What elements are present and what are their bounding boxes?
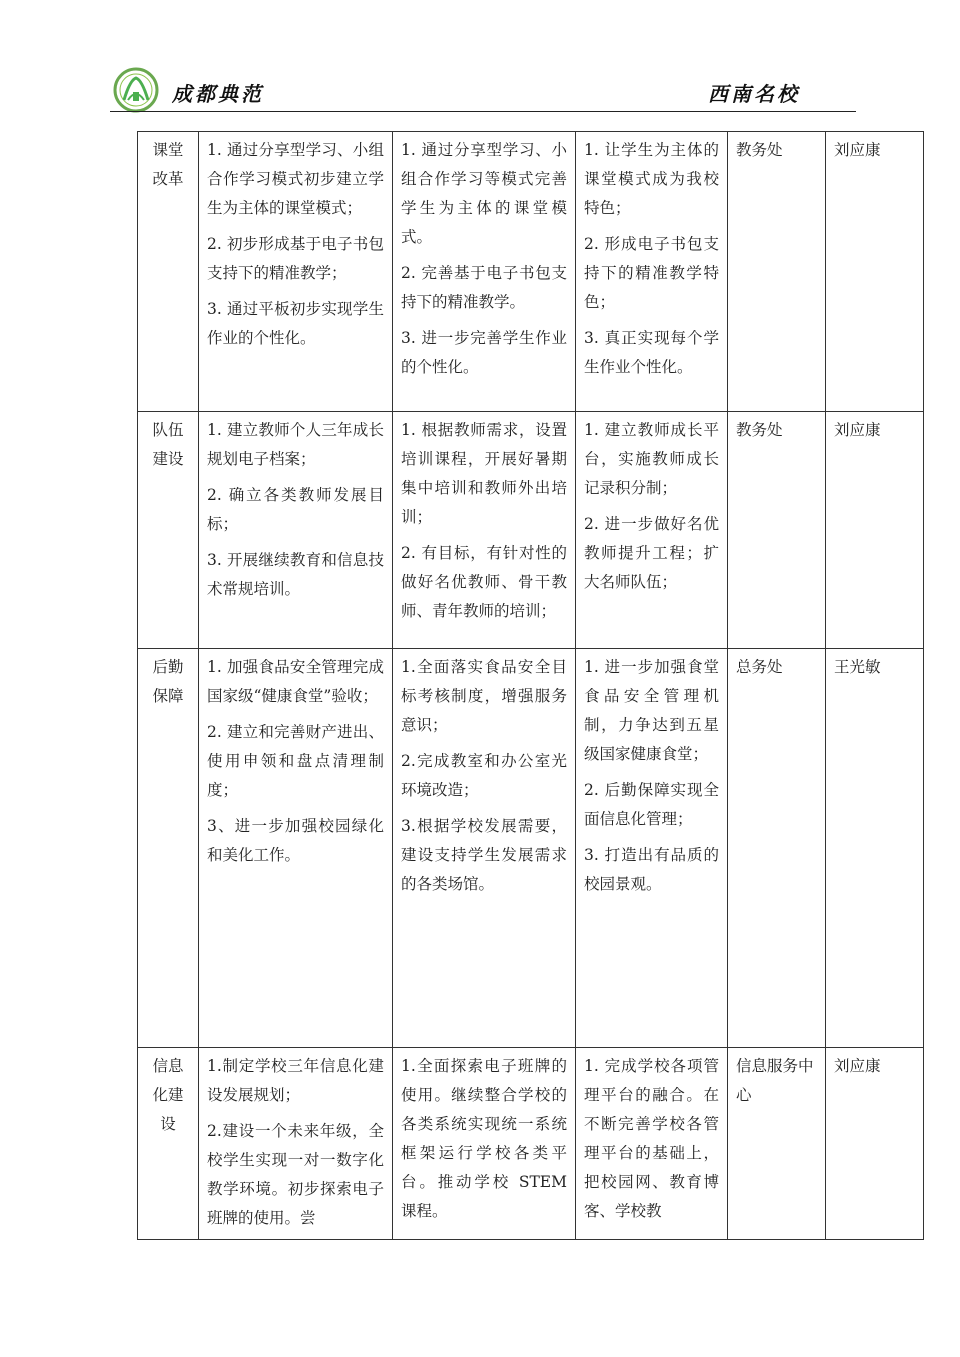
area-cell: 队伍 建设	[138, 412, 199, 649]
year3-goals-cell	[576, 412, 728, 649]
year2-goals-cell	[393, 1048, 576, 1240]
year2-goals-cell	[393, 132, 576, 412]
person-in-charge-cell: 刘应康	[826, 412, 924, 649]
goal-item: 1.制定学校三年信息化建设发展规划；	[207, 1057, 384, 1104]
table-row	[138, 412, 924, 649]
table-row	[138, 132, 924, 412]
person-in-charge-cell: 刘应康	[826, 132, 924, 412]
year2-goals-cell	[393, 649, 576, 1048]
goal-item: 1. 让学生为主体的课堂模式成为我校特色；	[584, 141, 719, 217]
goal-item: 3. 真正实现每个学生作业个性化。	[584, 329, 719, 376]
development-plan-table	[137, 131, 924, 1240]
area-cell: 后勤 保障	[138, 649, 199, 1048]
goal-item: 2. 后勤保障实现全面信息化管理；	[584, 781, 719, 828]
year2-goals-cell	[393, 412, 576, 649]
goal-item: 2. 进一步做好名优教师提升工程；扩大名师队伍；	[584, 515, 719, 591]
goal-item: 1. 进一步加强食堂食品安全管理机制，力争达到五星级国家健康食堂；	[584, 658, 719, 763]
goal-item: 3.根据学校发展需要，建设支持学生发展需求的各类场馆。	[401, 817, 567, 893]
page-header	[110, 66, 856, 114]
area-cell: 信息 化建 设	[138, 1048, 199, 1240]
header-divider	[110, 111, 856, 112]
goal-item: 2. 确立各类教师发展目标；	[207, 486, 384, 533]
year3-goals-cell	[576, 1048, 728, 1240]
year1-goals-cell	[199, 649, 393, 1048]
goal-item: 1. 加强食品安全管理完成国家级“健康食堂”验收；	[207, 658, 384, 705]
goal-item: 2. 建立和完善财产进出、使用申领和盘点清理制度；	[207, 723, 384, 799]
goal-item: 1. 建立教师成长平台，实施教师成长记录积分制；	[584, 421, 719, 497]
goal-item: 3、进一步加强校园绿化和美化工作。	[207, 817, 384, 864]
goal-item: 1. 建立教师个人三年成长规划电子档案；	[207, 421, 384, 468]
table-row	[138, 1048, 924, 1240]
goal-item: 2. 有目标，有针对性的做好名优教师、骨干教师、青年教师的培训；	[401, 544, 567, 620]
goal-item: 1. 通过分享型学习、小组合作学习模式初步建立学生为主体的课堂模式；	[207, 141, 384, 217]
brand-right: 西南名校	[708, 82, 800, 106]
goal-item: 1. 完成学校各项管理平台的融合。在不断完善学校各管理平台的基础上，把校园网、教育博客、学校教	[584, 1057, 719, 1220]
year3-goals-cell	[576, 649, 728, 1048]
department-cell: 总务处	[728, 649, 826, 1048]
goal-item: 1.全面探索电子班牌的使用。继续整合学校的各类系统实现统一系统框架运行学校各类平台。推动学校 STEM 课程。	[401, 1057, 567, 1220]
department-cell: 信息服务中心	[728, 1048, 826, 1240]
goal-item: 3. 进一步完善学生作业的个性化。	[401, 329, 567, 376]
goal-item: 1. 通过分享型学习、小组合作学习等模式完善学生为主体的课堂模式。	[401, 141, 567, 246]
year1-goals-cell	[199, 132, 393, 412]
department-cell: 教务处	[728, 412, 826, 649]
goal-item: 3. 开展继续教育和信息技术常规培训。	[207, 551, 384, 598]
brand-left: 成都典范	[172, 82, 264, 106]
goal-item: 1.全面落实食品安全目标考核制度，增强服务意识；	[401, 658, 567, 734]
goal-item: 2. 完善基于电子书包支持下的精准教学。	[401, 264, 567, 311]
table-row	[138, 649, 924, 1048]
year3-goals-cell	[576, 132, 728, 412]
person-in-charge-cell: 王光敏	[826, 649, 924, 1048]
goal-item: 2. 初步形成基于电子书包支持下的精准教学；	[207, 235, 384, 282]
year1-goals-cell	[199, 1048, 393, 1240]
goal-item: 2.完成教室和办公室光环境改造；	[401, 752, 567, 799]
person-in-charge-cell: 刘应康	[826, 1048, 924, 1240]
school-logo-icon	[110, 66, 162, 114]
goal-item: 2.建设一个未来年级，全校学生实现一对一数字化教学环境。初步探索电子班牌的使用。尝	[207, 1122, 384, 1227]
goal-item: 3. 打造出有品质的校园景观。	[584, 846, 719, 893]
area-cell: 课堂 改革	[138, 132, 199, 412]
year1-goals-cell	[199, 412, 393, 649]
department-cell: 教务处	[728, 132, 826, 412]
goal-item: 1. 根据教师需求，设置培训课程，开展好暑期集中培训和教师外出培训；	[401, 421, 567, 526]
goal-item: 2. 形成电子书包支持下的精准教学特色；	[584, 235, 719, 311]
goal-item: 3. 通过平板初步实现学生作业的个性化。	[207, 300, 384, 347]
